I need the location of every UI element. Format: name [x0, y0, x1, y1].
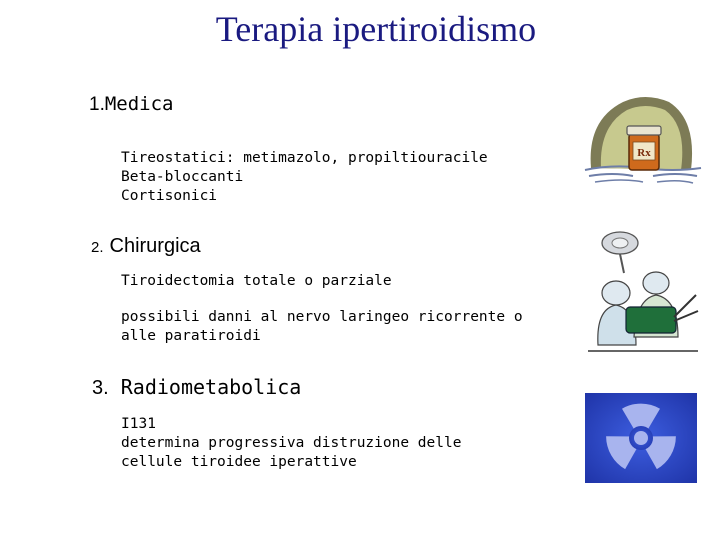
section-label: Chirurgica [109, 235, 201, 257]
body-line: Tiroidectomia totale o parziale [121, 273, 392, 289]
section-number: 2. [91, 239, 104, 256]
section-heading-medica [89, 93, 174, 116]
surgeon-icon [578, 225, 708, 355]
section-body-medica [121, 149, 488, 206]
body-line: Beta-bloccanti [121, 169, 244, 185]
section-number: 1. [89, 94, 105, 115]
pill-bottle-icon [583, 90, 703, 190]
section-number: 3. [92, 377, 109, 399]
radiation-icon [585, 393, 697, 483]
body-line: Tireostatici: metimazolo, propiltiouracile [121, 150, 488, 166]
body-line: determina progressiva distruzione delle [121, 435, 462, 451]
section-label: Radiometabolica [120, 375, 302, 399]
rx-label: Rx [637, 147, 651, 159]
section-label: Medica [104, 93, 174, 115]
page-title: Terapia ipertiroidismo [215, 9, 537, 49]
body-line: possibili danni al nervo laringeo ricorrente o [121, 309, 523, 325]
body-line: cellule tiroidee iperattive [121, 454, 357, 470]
body-line: alle paratiroidi [121, 328, 261, 344]
body-line: Cortisonici [121, 188, 218, 204]
section-body-chirurgica-1 [121, 272, 392, 291]
body-line: I131 [121, 416, 156, 432]
section-body-chirurgica-2 [121, 308, 523, 346]
section-heading-chirurgica [91, 235, 201, 258]
section-body-radiometabolica [121, 415, 461, 472]
section-heading-radiometabolica [92, 375, 301, 400]
